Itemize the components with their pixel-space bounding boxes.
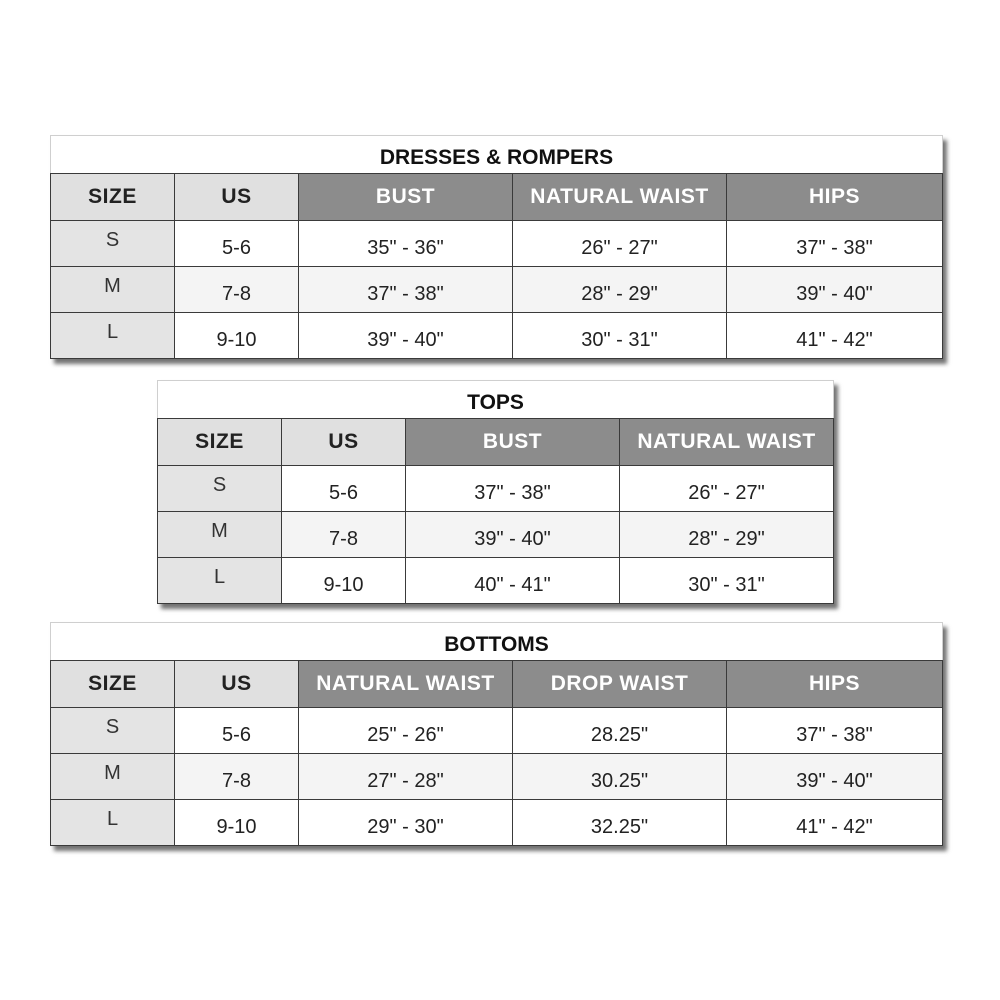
size-cell: L — [158, 558, 282, 604]
bust-cell: 37" - 38" — [406, 466, 620, 512]
header-row — [51, 661, 943, 708]
hips-cell: 41" - 42" — [727, 800, 943, 846]
header-us: US — [175, 661, 299, 708]
table-row — [158, 512, 834, 558]
table-title-row — [51, 136, 943, 174]
table-row — [51, 754, 943, 800]
drop-waist-cell: 32.25" — [513, 800, 727, 846]
drop-waist-cell: 30.25" — [513, 754, 727, 800]
natural-waist-cell: 28" - 29" — [620, 512, 834, 558]
us-size-cell: 9-10 — [175, 313, 299, 359]
us-size-cell: 7-8 — [175, 754, 299, 800]
hips-cell: 41" - 42" — [727, 313, 943, 359]
header-size: SIZE — [158, 419, 282, 466]
header-bust: BUST — [406, 419, 620, 466]
tops-size-table — [157, 380, 834, 604]
header-us: US — [282, 419, 406, 466]
bust-cell: 39" - 40" — [299, 313, 513, 359]
header-us: US — [175, 174, 299, 221]
us-size-cell: 7-8 — [282, 512, 406, 558]
bust-cell: 40" - 41" — [406, 558, 620, 604]
header-natural-waist: NATURAL WAIST — [299, 661, 513, 708]
dresses-rompers-size-table — [50, 135, 943, 359]
hips-cell: 39" - 40" — [727, 754, 943, 800]
us-size-cell: 9-10 — [175, 800, 299, 846]
natural-waist-cell: 25" - 26" — [299, 708, 513, 754]
hips-cell: 37" - 38" — [727, 708, 943, 754]
size-cell: L — [51, 800, 175, 846]
size-cell: M — [158, 512, 282, 558]
size-cell: L — [51, 313, 175, 359]
size-cell: S — [51, 708, 175, 754]
header-size: SIZE — [51, 661, 175, 708]
table-row — [158, 558, 834, 604]
us-size-cell: 5-6 — [175, 221, 299, 267]
drop-waist-cell: 28.25" — [513, 708, 727, 754]
table-row — [51, 313, 943, 359]
size-cell: S — [158, 466, 282, 512]
natural-waist-cell: 30" - 31" — [513, 313, 727, 359]
table-row — [51, 221, 943, 267]
header-hips: HIPS — [727, 174, 943, 221]
header-hips: HIPS — [727, 661, 943, 708]
natural-waist-cell: 28" - 29" — [513, 267, 727, 313]
table-title: BOTTOMS — [51, 623, 943, 661]
table-row — [51, 708, 943, 754]
table-title: DRESSES & ROMPERS — [51, 136, 943, 174]
us-size-cell: 5-6 — [282, 466, 406, 512]
table-title-row — [158, 381, 834, 419]
us-size-cell: 5-6 — [175, 708, 299, 754]
header-size: SIZE — [51, 174, 175, 221]
table-row — [51, 267, 943, 313]
size-cell: M — [51, 267, 175, 313]
header-row — [51, 174, 943, 221]
table-title: TOPS — [158, 381, 834, 419]
bust-cell: 37" - 38" — [299, 267, 513, 313]
size-cell: M — [51, 754, 175, 800]
header-drop-waist: DROP WAIST — [513, 661, 727, 708]
header-row — [158, 419, 834, 466]
us-size-cell: 7-8 — [175, 267, 299, 313]
header-natural-waist: NATURAL WAIST — [513, 174, 727, 221]
header-natural-waist: NATURAL WAIST — [620, 419, 834, 466]
bust-cell: 35" - 36" — [299, 221, 513, 267]
natural-waist-cell: 27" - 28" — [299, 754, 513, 800]
natural-waist-cell: 30" - 31" — [620, 558, 834, 604]
bottoms-size-table — [50, 622, 943, 846]
natural-waist-cell: 26" - 27" — [620, 466, 834, 512]
hips-cell: 39" - 40" — [727, 267, 943, 313]
hips-cell: 37" - 38" — [727, 221, 943, 267]
bust-cell: 39" - 40" — [406, 512, 620, 558]
table-row — [158, 466, 834, 512]
table-row — [51, 800, 943, 846]
natural-waist-cell: 26" - 27" — [513, 221, 727, 267]
natural-waist-cell: 29" - 30" — [299, 800, 513, 846]
size-cell: S — [51, 221, 175, 267]
table-title-row — [51, 623, 943, 661]
header-bust: BUST — [299, 174, 513, 221]
us-size-cell: 9-10 — [282, 558, 406, 604]
